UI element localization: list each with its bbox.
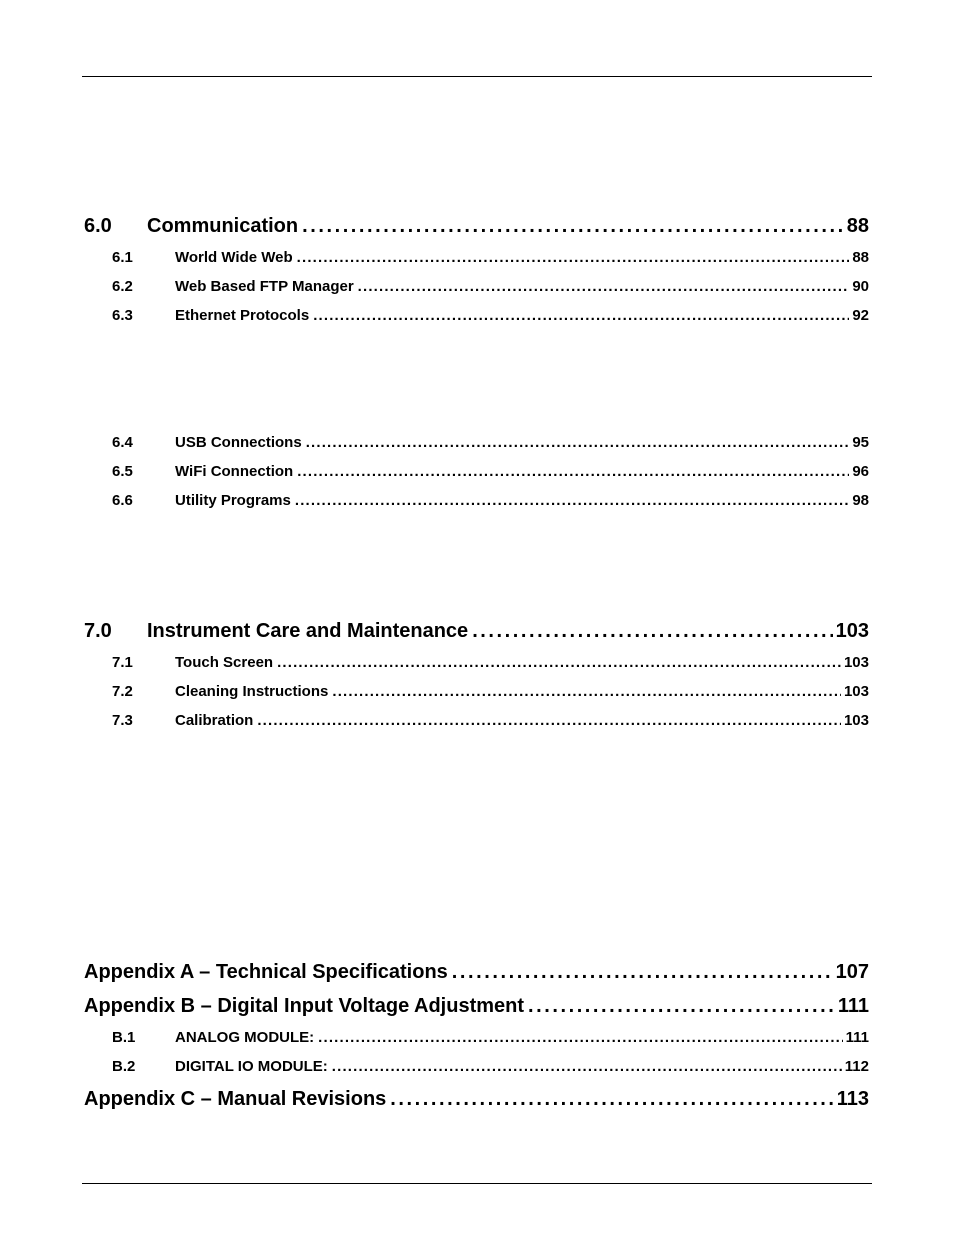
toc-number: 7.1 (112, 654, 133, 671)
dot-leader (302, 215, 844, 238)
dot-leader (318, 1029, 842, 1046)
toc-title: Appendix B – Digital Input Voltage Adjustment (84, 995, 525, 1017)
toc-title: Touch Screen (175, 654, 274, 671)
toc-page: 90 (852, 278, 869, 295)
toc-entry-6-3[interactable] (112, 307, 869, 327)
toc-title: Calibration (175, 712, 254, 729)
dot-leader (297, 249, 850, 266)
toc-number: 7.2 (112, 683, 133, 700)
toc-title: USB Connections (175, 434, 302, 451)
toc-number: 6.3 (112, 307, 133, 324)
toc-page: 111 (837, 995, 869, 1017)
toc-number: 6.0 (84, 215, 112, 237)
dot-leader (295, 492, 849, 509)
toc-title: ANALOG MODULE: (175, 1029, 315, 1046)
toc-entry-7-0[interactable] (84, 620, 869, 646)
dot-leader (297, 463, 849, 480)
toc-title: WiFi Connection (175, 463, 294, 480)
toc-entry-6-2[interactable] (112, 278, 869, 298)
dot-leader (332, 1058, 842, 1075)
toc-entry-appendix-b[interactable] (84, 995, 869, 1021)
dot-leader (452, 961, 833, 984)
toc-number: 7.0 (84, 620, 112, 642)
toc-entry-b-1[interactable] (112, 1029, 869, 1049)
toc-entry-6-1[interactable] (112, 249, 869, 269)
toc-entry-7-1[interactable] (112, 654, 869, 674)
toc-title: Web Based FTP Manager (175, 278, 354, 295)
toc-page: 112 (844, 1058, 869, 1075)
toc-page: 92 (852, 307, 869, 324)
header-rule (82, 76, 872, 77)
toc-entry-6-5[interactable] (112, 463, 869, 483)
toc-page: 88 (846, 215, 869, 237)
dot-leader (528, 995, 835, 1018)
toc-title: DIGITAL IO MODULE: (175, 1058, 328, 1075)
dot-leader (358, 278, 850, 295)
toc-page: 107 (835, 961, 869, 983)
toc-page: 111 (845, 1029, 869, 1046)
dot-leader (332, 683, 841, 700)
dot-leader (257, 712, 841, 729)
toc-entry-6-6[interactable] (112, 492, 869, 512)
toc-entry-appendix-a[interactable] (84, 961, 869, 987)
toc-title: Communication (147, 215, 299, 237)
toc-number: 6.1 (112, 249, 133, 266)
toc-entry-appendix-c[interactable] (84, 1088, 869, 1114)
toc-number: B.1 (112, 1029, 136, 1046)
toc-title: Appendix A – Technical Specifications (84, 961, 448, 983)
toc-title: Instrument Care and Maintenance (147, 620, 469, 642)
toc-page: 103 (835, 620, 869, 642)
footer-rule (82, 1183, 872, 1184)
toc-number: 6.6 (112, 492, 133, 509)
toc-page: 96 (852, 463, 869, 480)
toc-page: 103 (843, 683, 869, 700)
toc-page: 95 (852, 434, 869, 451)
dot-leader (390, 1088, 833, 1111)
toc-entry-7-2[interactable] (112, 683, 869, 703)
toc-page: 98 (852, 492, 869, 509)
toc-page: 113 (836, 1088, 869, 1110)
toc-entry-7-3[interactable] (112, 712, 869, 732)
toc-number: 6.5 (112, 463, 133, 480)
toc-entry-6-4[interactable] (112, 434, 869, 454)
toc-title: World Wide Web (175, 249, 293, 266)
dot-leader (306, 434, 850, 451)
toc-title: Cleaning Instructions (175, 683, 329, 700)
toc-title: Ethernet Protocols (175, 307, 310, 324)
toc-page: 103 (843, 712, 869, 729)
toc-number: 7.3 (112, 712, 133, 729)
toc-title: Appendix C – Manual Revisions (84, 1088, 387, 1110)
toc-title: Utility Programs (175, 492, 291, 509)
toc-number: 6.4 (112, 434, 133, 451)
toc-page: 103 (843, 654, 869, 671)
dot-leader (472, 620, 832, 643)
dot-leader (277, 654, 841, 671)
toc-entry-b-2[interactable] (112, 1058, 869, 1078)
toc-entry-6-0[interactable] (84, 215, 869, 241)
toc-number: B.2 (112, 1058, 136, 1075)
toc-number: 6.2 (112, 278, 133, 295)
toc-page: 88 (852, 249, 869, 266)
dot-leader (313, 307, 849, 324)
